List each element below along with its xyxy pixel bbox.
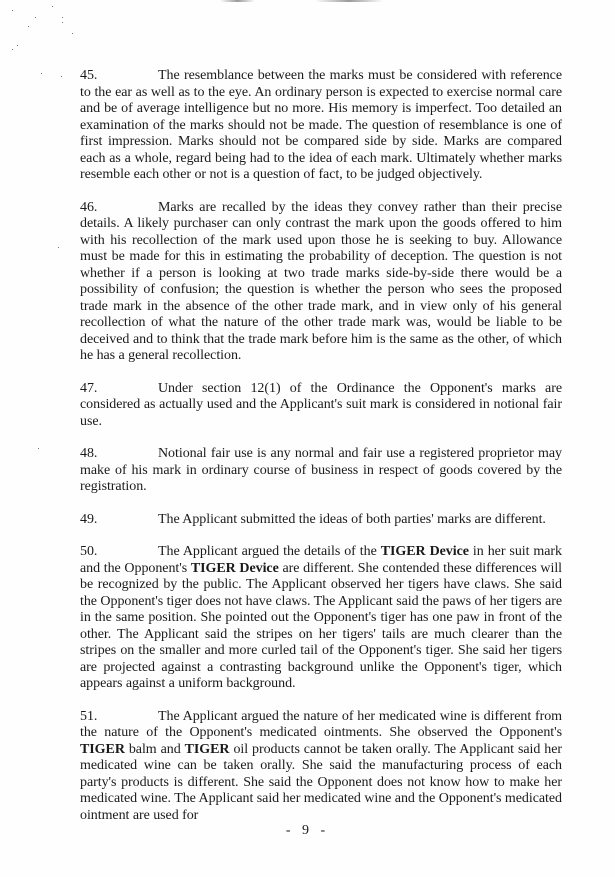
- paragraph-text: The Applicant argued the nature of her medicated wine is different from the nature of the Opponent's medicated ointments. She observed the Opponent's: [80, 708, 562, 740]
- paragraph-number: 49.: [80, 511, 98, 527]
- paragraph-text: in her suit mark and the Opponent's: [80, 544, 562, 576]
- paragraph-48: [80, 446, 562, 496]
- paragraph-45: [80, 68, 562, 184]
- scan-speck: [35, 17, 36, 18]
- paragraph-number: 45.: [80, 68, 98, 83]
- paragraph-number: 51.: [80, 708, 98, 724]
- scan-speck: [52, 6, 53, 7]
- paragraph-47: [80, 381, 562, 431]
- paragraph-text: Marks are recalled by the ideas they convey rather than their precise details. A likely purchaser can only contrast the mark upon the goods offered to him with his recollection of the mark used upon those he is seeking to buy. Allowance must be made for this in estimating the probability of deception. The question is not whether if a person is looking at two trade marks side-by-side there would be a possibility of confusion; the question is whether the person who sees the proposed trade mark in the absence of the other trade mark, and in view only of his general recollection of what the nature of the other trade mark was, would be liable to be deceived and to think that the trade mark before him is the same as the other, of which he has a general recollection.: [80, 199, 562, 363]
- bold-term: TIGER: [184, 741, 230, 757]
- scan-speck: [12, 10, 13, 11]
- document-body: [80, 68, 562, 840]
- paragraph-text: The Applicant submitted the ideas of both parties' marks are different.: [158, 511, 546, 527]
- bold-term: TIGER Device: [190, 560, 279, 576]
- scan-speck: [62, 22, 63, 23]
- scan-speck: [62, 17, 63, 18]
- paragraph-text: Notional fair use is any normal and fair use a registered proprietor may make of his mark in ordinary course of business in respect of goods covered by the registration.: [80, 446, 562, 494]
- scan-edge-shadow-right: [315, 0, 383, 2]
- paragraph-text: The resemblance between the marks must be considered with reference to the ear as well as to the eye. An ordinary person is expected to exercise normal care and be of average intelligence but no more. His memory is imperfect. Too detailed an examination of the marks should not be made. The question of resemblance is one of first impression. Marks should not be compared side by side. Marks are compared each as a whole, regard being had to the idea of each mark. Ultimately whether marks resemble each other or not is a question of fact, to be judged objectively.: [80, 68, 562, 182]
- scan-speck: [41, 73, 42, 74]
- scan-speck: [17, 45, 18, 46]
- scan-speck: [38, 448, 39, 449]
- paragraph-50: [80, 544, 562, 693]
- paragraph-number: 47.: [80, 380, 98, 396]
- paragraph-51: [80, 709, 562, 825]
- paragraph-number: 48.: [80, 446, 98, 461]
- paragraph-text: balm and: [124, 741, 185, 757]
- paragraph-46: [80, 200, 562, 365]
- paragraph-text: The Applicant argued the details of the: [158, 544, 381, 559]
- paragraph-text: Under section 12(1) of the Ordinance the Opponent's marks are considered as actually used and the Applicant's suit mark is considered in notional fair use.: [80, 380, 562, 429]
- scan-speck: [12, 49, 13, 50]
- scan-speck: [28, 26, 29, 27]
- scan-speck: [72, 33, 73, 34]
- paragraph-text: oil products cannot be taken orally. The Applicant said her medicated wine can be taken orally. She said the manufacturing process of each party's products is different. She said the Opponent does not know how to make her medicated wine. The Applicant said her medicated wine and the Opponent's medicated ointment are used for: [80, 741, 562, 823]
- paragraph-number: 46.: [80, 199, 98, 215]
- paragraph-49: [80, 512, 562, 529]
- page-number: - 9 -: [285, 823, 330, 838]
- bold-term: TIGER: [80, 741, 125, 757]
- scan-edge-shadow-left: [220, 0, 255, 2]
- scan-speck: [61, 76, 62, 77]
- paragraph-text: are different. She contended these differences will be recognized by the public. The Applicant observed her tigers have claws. She said the Opponent's tiger does not have claws. The Applicant said the paws of her tigers are in the same position. She pointed out the Opponent's tiger has one paw in front of the other. The Applicant said the stripes on her tigers' tails are much clearer than the stripes on the smaller and more curled tail of the Opponent's tiger. She said her tigers are projected against a contrasting background unlike the Opponent's tiger, which appears against a uniform background.: [80, 560, 562, 691]
- paragraph-number: 50.: [80, 544, 98, 559]
- scan-speck: [58, 247, 59, 248]
- bold-term: TIGER Device: [380, 544, 469, 559]
